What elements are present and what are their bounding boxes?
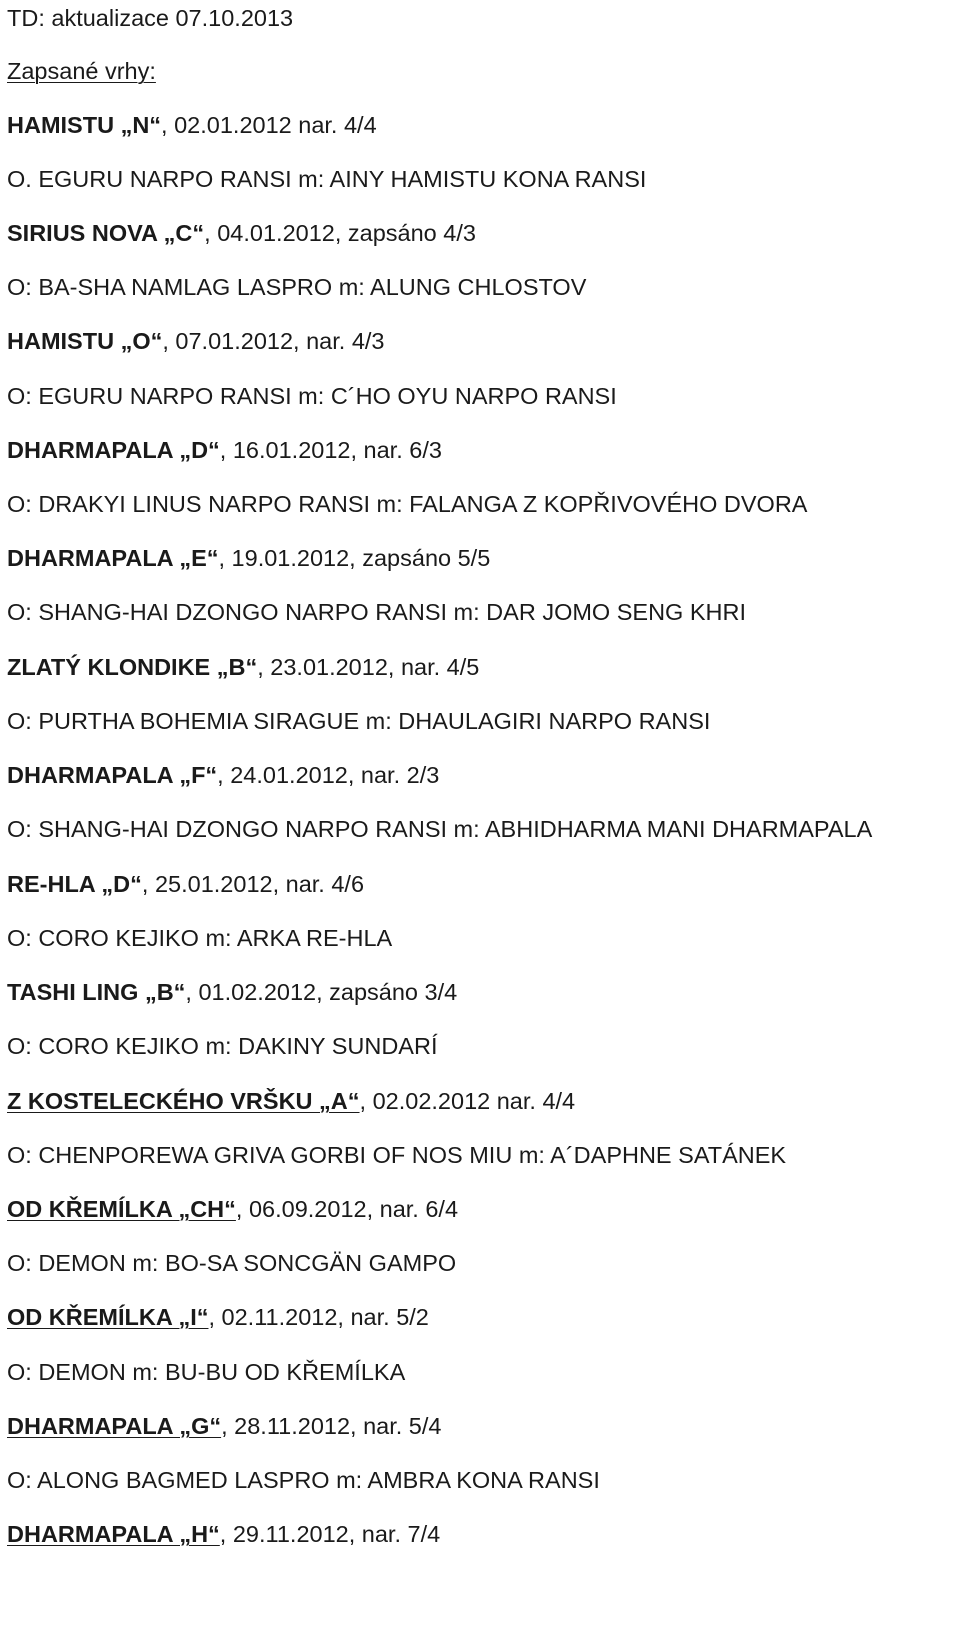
litter-details: , 28.11.2012, nar. 5/4 [221,1413,442,1439]
litter-name: DHARMAPALA „E“ [7,545,219,571]
litter-parents: O: CORO KEJIKO m: DAKINY SUNDARÍ [7,1033,438,1059]
litter-parents: O: EGURU NARPO RANSI m: C´HO OYU NARPO RANSI [7,383,617,409]
litter-name: DHARMAPALA „F“ [7,762,218,788]
litter-parents: O: SHANG-HAI DZONGO NARPO RANSI m: ABHIDHARMA MANI DHARMAPALA [7,816,873,842]
litter-details: , 04.01.2012, zapsáno 4/3 [204,220,476,246]
litter-title-line [7,1302,429,1332]
litter-title-line [7,326,385,356]
litter-details: , 02.02.2012 nar. 4/4 [359,1088,576,1114]
litter-name: DHARMAPALA „H“ [7,1521,220,1547]
litter-title-line [7,1411,441,1441]
litter-title-line [7,435,442,465]
section-title: Zapsané vrhy: [7,58,156,84]
litter-details: , 19.01.2012, zapsáno 5/5 [218,545,491,571]
litter-details: , 06.09.2012, nar. 6/4 [235,1196,459,1222]
litter-title-line [7,543,490,573]
litter-name: HAMISTU „N“ [7,112,162,138]
litter-name: RE-HLA „D“ [7,871,142,897]
update-line: TD: aktualizace 07.10.2013 [7,5,294,31]
litter-title-line [7,869,364,899]
litter-parents: O: DEMON m: BU-BU OD KŘEMÍLKA [7,1359,406,1385]
litter-name: ZLATÝ KLONDIKE „B“ [7,654,258,680]
litter-name: OD KŘEMÍLKA „I“ [7,1304,209,1330]
litter-name: Z KOSTELECKÉHO VRŠKU „A“ [7,1088,360,1114]
litter-details: , 02.01.2012 nar. 4/4 [161,112,377,138]
litter-name: DHARMAPALA „G“ [7,1413,222,1439]
litter-details: , 16.01.2012, nar. 6/3 [219,437,442,463]
litter-title-line [7,1519,440,1549]
litter-name: HAMISTU „O“ [7,328,163,354]
litter-title-line [7,977,457,1007]
litter-name: OD KŘEMÍLKA „CH“ [7,1196,236,1222]
litter-parents: O: DEMON m: BO-SA SONCGÄN GAMPO [7,1250,457,1276]
litter-details: , 07.01.2012, nar. 4/3 [162,328,385,354]
litter-parents: O: CHENPOREWA GRIVA GORBI OF NOS MIU m: A´DAPHNE SATÁNEK [7,1142,787,1168]
litter-details: , 02.11.2012, nar. 5/2 [208,1304,429,1330]
litter-details: , 25.01.2012, nar. 4/6 [141,871,365,897]
litter-title-line [7,1194,458,1224]
litter-title-line [7,110,377,140]
litter-parents: O: BA-SHA NAMLAG LASPRO m: ALUNG CHLOSTOV [7,274,587,300]
litter-details: , 01.02.2012, zapsáno 3/4 [185,979,458,1005]
litter-title-line [7,1086,575,1116]
litter-parents: O: SHANG-HAI DZONGO NARPO RANSI m: DAR JOMO SENG KHRI [7,599,747,625]
litter-name: DHARMAPALA „D“ [7,437,220,463]
litter-title-line [7,652,479,682]
litter-name: TASHI LING „B“ [7,979,186,1005]
litter-parents: O. EGURU NARPO RANSI m: AINY HAMISTU KONA RANSI [7,166,647,192]
litter-details: , 29.11.2012, nar. 7/4 [219,1521,441,1547]
litter-title-line [7,760,439,790]
litter-title-line [7,218,476,248]
litter-details: , 24.01.2012, nar. 2/3 [217,762,440,788]
litter-details: , 23.01.2012, nar. 4/5 [257,654,480,680]
litter-parents: O: ALONG BAGMED LASPRO m: AMBRA KONA RANSI [7,1467,600,1493]
litter-name: SIRIUS NOVA „C“ [7,220,205,246]
litter-parents: O: PURTHA BOHEMIA SIRAGUE m: DHAULAGIRI NARPO RANSI [7,708,711,734]
litter-parents: O: DRAKYI LINUS NARPO RANSI m: FALANGA Z KOPŘIVOVÉHO DVORA [7,491,808,517]
litter-parents: O: CORO KEJIKO m: ARKA RE-HLA [7,925,393,951]
